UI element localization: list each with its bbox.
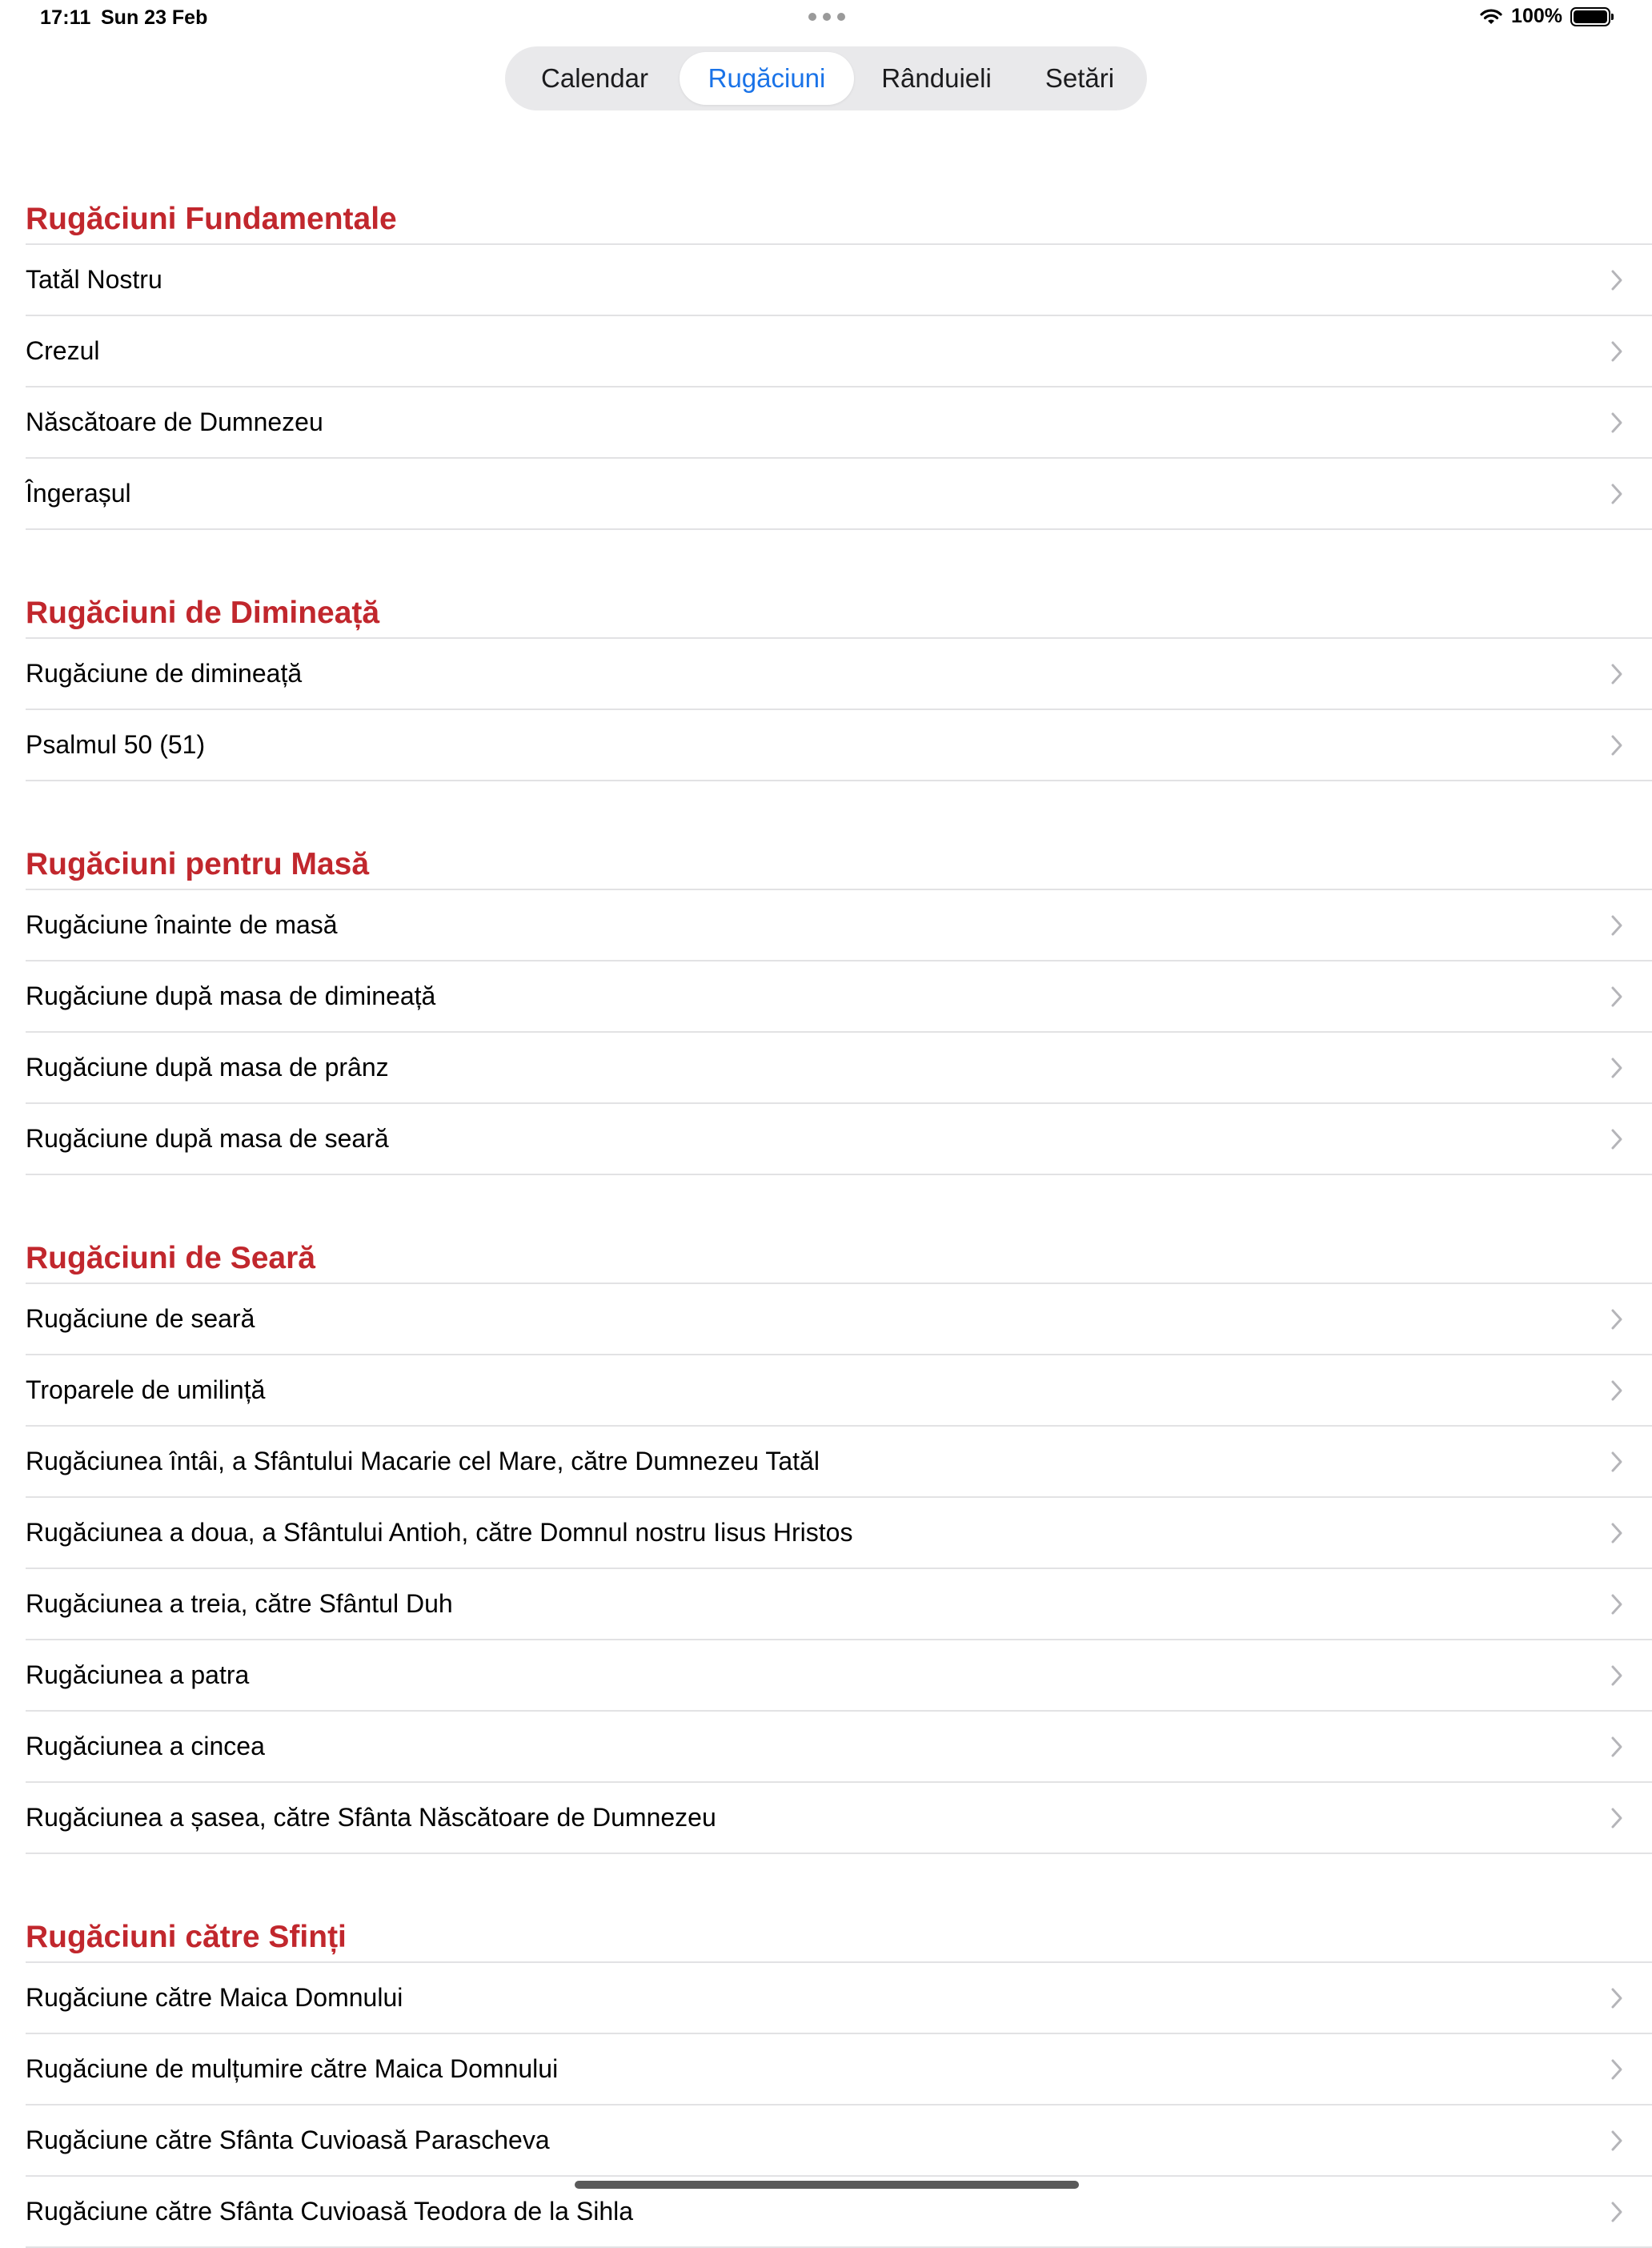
section-title: Rugăciuni de Seară: [26, 1241, 315, 1275]
section-title: Rugăciuni de Dimineață: [26, 596, 380, 630]
list-item[interactable]: [26, 1640, 1652, 1712]
multitasking-dots-icon[interactable]: [808, 13, 845, 21]
list-item-label: Tatăl Nostru: [26, 265, 162, 294]
tab-calendar[interactable]: Calendar: [541, 63, 648, 93]
list-item-label: Rugăciunea a cincea: [26, 1732, 265, 1760]
chevron-right-icon: [1609, 1307, 1625, 1332]
section-sfinti: [26, 1901, 1652, 1963]
list-item[interactable]: [26, 245, 1652, 316]
list-item[interactable]: [26, 1712, 1652, 1783]
chevron-right-icon: [1609, 2128, 1625, 2154]
list-item-label: Rugăciune înainte de masă: [26, 910, 338, 939]
list-item-label: Crezul: [26, 336, 100, 365]
list-item-label: Rugăciune către Sfânta Cuvioasă Parascheva: [26, 2126, 550, 2154]
list-item[interactable]: [26, 890, 1652, 961]
list-item-label: Îngerașul: [26, 479, 131, 508]
wifi-icon: [1479, 7, 1503, 26]
list-item[interactable]: [26, 459, 1652, 530]
list-item[interactable]: [26, 1498, 1652, 1569]
list-item[interactable]: [26, 710, 1652, 781]
prayer-list: [0, 183, 1652, 2248]
chevron-right-icon: [1609, 2199, 1625, 2225]
status-indicators: [1479, 5, 1610, 28]
chevron-right-icon: [1609, 984, 1625, 1010]
segmented-tab-bar: [505, 46, 1147, 110]
chevron-right-icon: [1609, 1449, 1625, 1475]
tab-randuieli[interactable]: Rânduieli: [881, 63, 992, 93]
list-item-label: Rugăciunea a șasea, către Sfânta Născătoare de Dumnezeu: [26, 1803, 716, 1832]
section-title: Rugăciuni pentru Masă: [26, 847, 370, 881]
list-item-label: Rugăciune după masa de prânz: [26, 1053, 389, 1082]
chevron-right-icon: [1609, 733, 1625, 758]
list-item[interactable]: [26, 2034, 1652, 2105]
list-item-label: Troparele de umilință: [26, 1375, 266, 1404]
chevron-right-icon: [1609, 1663, 1625, 1688]
section-title: Rugăciuni Fundamentale: [26, 202, 397, 236]
list-item-label: Născătoare de Dumnezeu: [26, 407, 323, 436]
list-item[interactable]: [26, 1104, 1652, 1175]
list-item[interactable]: [26, 1963, 1652, 2034]
chevron-right-icon: [1609, 1126, 1625, 1152]
list-item[interactable]: [26, 1427, 1652, 1498]
list-item-label: Rugăciune după masa de dimineață: [26, 981, 436, 1010]
list-item[interactable]: [26, 1569, 1652, 1640]
tab-rugaciuni[interactable]: Rugăciuni: [680, 52, 854, 105]
chevron-right-icon: [1609, 2057, 1625, 2082]
list-item[interactable]: [26, 1284, 1652, 1355]
tab-setari[interactable]: Setări: [1045, 63, 1115, 93]
list-item[interactable]: [26, 961, 1652, 1033]
chevron-right-icon: [1609, 267, 1625, 293]
list-item[interactable]: [26, 639, 1652, 710]
chevron-right-icon: [1609, 661, 1625, 687]
chevron-right-icon: [1609, 1378, 1625, 1403]
list-item[interactable]: [26, 1783, 1652, 1854]
status-bar: [0, 0, 1652, 38]
chevron-right-icon: [1609, 913, 1625, 938]
section-fundamentale: [26, 183, 1652, 245]
list-item-label: Rugăciune de mulțumire către Maica Domnului: [26, 2054, 559, 2083]
list-item-label: Rugăciunea a patra: [26, 1660, 250, 1689]
chevron-right-icon: [1609, 339, 1625, 364]
section-dimineata: [26, 576, 1652, 639]
chevron-right-icon: [1609, 481, 1625, 507]
chevron-right-icon: [1609, 410, 1625, 436]
list-item[interactable]: [26, 1355, 1652, 1427]
section-title: Rugăciuni către Sfinți: [26, 1920, 347, 1954]
chevron-right-icon: [1609, 1805, 1625, 1831]
battery-icon: [1570, 7, 1610, 26]
chevron-right-icon: [1609, 1985, 1625, 2011]
home-indicator[interactable]: [575, 2181, 1079, 2189]
chevron-right-icon: [1609, 1520, 1625, 1546]
section-seara: [26, 1222, 1652, 1284]
list-item[interactable]: [26, 387, 1652, 459]
list-item[interactable]: [26, 2105, 1652, 2177]
list-item-label: Rugăciunea a doua, a Sfântului Antioh, către Domnul nostru Iisus Hristos: [26, 1518, 853, 1547]
list-item-label: Rugăciune de seară: [26, 1304, 255, 1333]
status-date: Sun 23 Feb: [101, 6, 208, 29]
list-item-label: Rugăciune către Sfânta Cuvioasă Teodora de la Sihla: [26, 2197, 634, 2226]
list-item-label: Rugăciune de dimineață: [26, 659, 303, 688]
list-item[interactable]: [26, 316, 1652, 387]
list-item-label: Rugăciunea întâi, a Sfântului Macarie cel Mare, către Dumnezeu Tatăl: [26, 1447, 820, 1475]
list-item-label: Rugăciunea a treia, către Sfântul Duh: [26, 1589, 453, 1618]
list-item-label: Rugăciune către Maica Domnului: [26, 1983, 403, 2012]
chevron-right-icon: [1609, 1592, 1625, 1617]
list-item-label: Rugăciune după masa de seară: [26, 1124, 389, 1153]
battery-percent: 100%: [1511, 5, 1562, 27]
section-masa: [26, 828, 1652, 890]
list-item[interactable]: [26, 1033, 1652, 1104]
chevron-right-icon: [1609, 1734, 1625, 1760]
chevron-right-icon: [1609, 1055, 1625, 1081]
list-item-label: Psalmul 50 (51): [26, 730, 206, 759]
status-time: 17:11: [40, 6, 91, 29]
